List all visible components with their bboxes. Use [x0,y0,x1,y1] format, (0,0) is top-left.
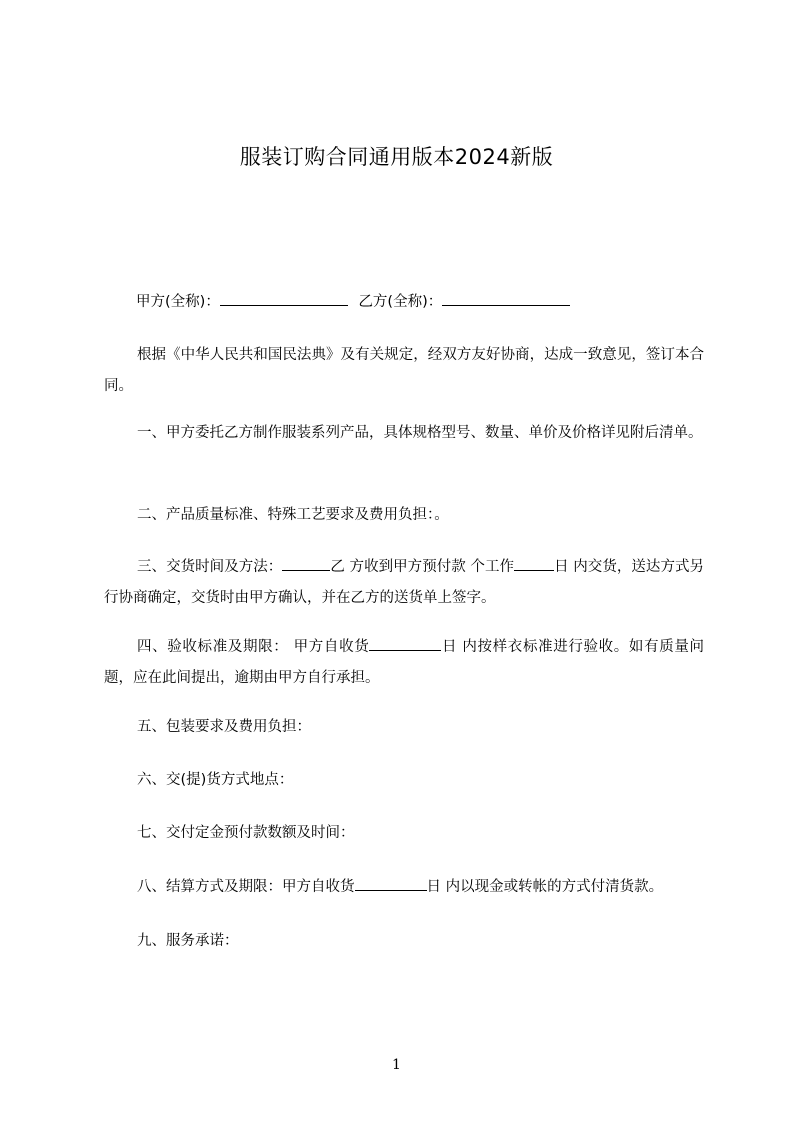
clause-4-part-b: 日 内按样衣标准进行验收。如有质量问题，应在此间提出，逾期由甲方自行承担。 [104,639,704,686]
clause-3-blank-2 [514,555,554,571]
clause-4-blank [369,635,441,651]
clause-1: 一、甲方委托乙方制作服装系列产品，具体规格型号、数量、单价及价格详见附后清单。 [137,425,703,441]
clause-3-part-b: 乙 方收到甲方预付款 个工作 [330,559,515,575]
clause-8 [104,872,724,903]
clause-7: 七、交付定金预付款数额及时间： [137,825,355,841]
party-a-label: 甲方(全称)： [136,294,220,310]
document-title: 服装订购合同通用版本2024新版 [239,145,554,169]
page-number: 1 [392,1057,401,1073]
clause-3-part-a: 三、交货时间及方法： [137,559,283,575]
clause-8-blank [355,875,427,891]
clause-3-part-c: 日 内交货，送达方式另行协商确定，交货时由甲方确认，并在乙方的送货单上签字。 [104,559,705,606]
clause-8-part-a: 八、结算方式及期限：甲方自收货 [137,879,355,895]
preamble-paragraph: 根据《中华人民共和国民法典》及有关规定，经双方友好协商，达成一致意见，签订本合同。 [104,347,704,394]
clause-8-part-b: 日 内以现金或转帐的方式付清货款。 [426,879,664,895]
party-a-blank [220,290,348,306]
parties-line [136,290,570,312]
party-b-label: 乙方(全称)： [358,294,443,310]
clause-6: 六、交(提)货方式地点： [137,772,294,788]
clause-3 [104,552,704,614]
party-b-blank [442,290,570,306]
clause-4-part-a: 四、验收标准及期限： 甲方自收货 [137,639,370,655]
clause-9: 九、服务承诺： [137,933,239,949]
clause-2: 二、产品质量标准、特殊工艺要求及费用负担：。 [137,507,449,523]
clause-4 [104,632,704,694]
clause-5: 五、包装要求及费用负担： [137,719,311,735]
clause-3-blank-1 [282,555,330,571]
